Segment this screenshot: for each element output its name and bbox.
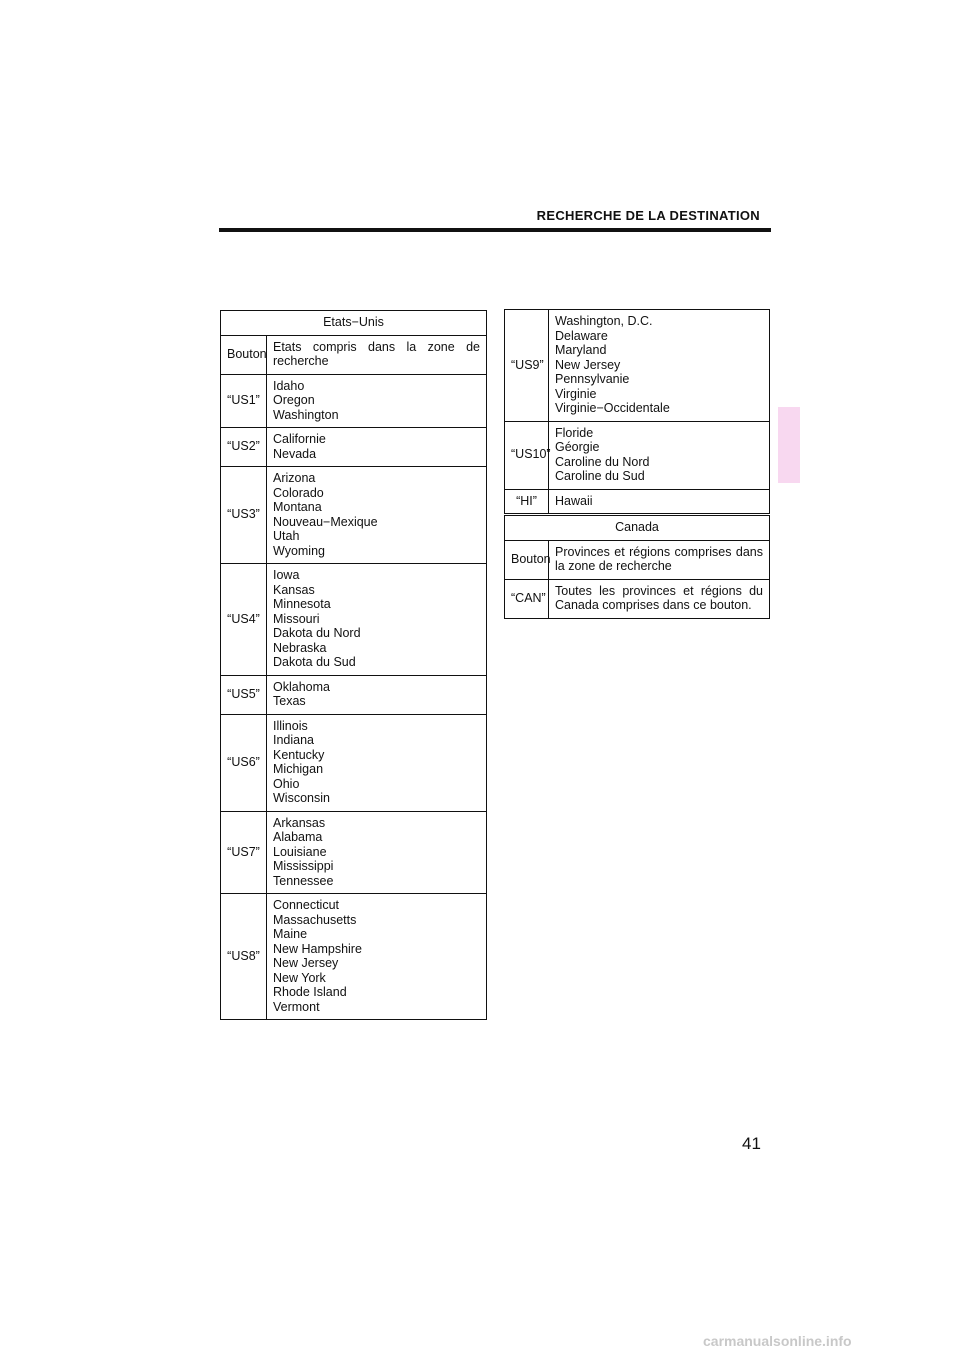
state-list xyxy=(267,564,487,676)
state-name: Nouveau−Mexique xyxy=(273,514,378,529)
state-name: Caroline du Sud xyxy=(555,469,645,483)
search-zone-button-label: “US2” xyxy=(221,428,267,467)
state-name: Utah xyxy=(273,529,300,543)
state-name: Missouri xyxy=(273,611,320,626)
search-zone-button-label: “US4” xyxy=(221,564,267,676)
watermark: carmanualsonline.info xyxy=(703,1333,852,1349)
search-zone-button-label: “US7” xyxy=(221,811,267,894)
state-name: Connecticut xyxy=(273,898,340,912)
canada-table-title: Canada xyxy=(505,516,770,541)
search-zone-button-label: “US5” xyxy=(221,675,267,714)
state-name: Washington xyxy=(273,407,339,422)
state-name: Pennsylvanie xyxy=(555,372,630,386)
state-name: Maryland xyxy=(555,343,607,357)
state-name: Mississippi xyxy=(273,859,334,873)
state-name: Massachusetts xyxy=(273,912,357,927)
state-list xyxy=(549,489,770,514)
state-name: Kansas xyxy=(273,582,315,597)
state-list xyxy=(549,310,770,422)
state-name: New Hampshire xyxy=(273,941,362,956)
state-name: Virginie xyxy=(555,386,597,401)
table-row xyxy=(221,467,487,564)
search-zone-button-label: “HI” xyxy=(505,489,549,514)
search-zone-button-label: “US6” xyxy=(221,714,267,811)
us-table-title: Etats−Unis xyxy=(221,311,487,336)
state-name: New Jersey xyxy=(273,956,339,970)
state-name: Minnesota xyxy=(273,597,331,611)
table-row xyxy=(505,579,770,618)
search-zone-button-label: “US1” xyxy=(221,374,267,428)
column-header-regions: Provinces et régions comprises dans la zone de recherche xyxy=(549,540,770,579)
state-name: Hawaii xyxy=(555,493,593,508)
search-zone-button-label: “US9” xyxy=(505,310,549,422)
state-name: Oklahoma xyxy=(273,679,330,694)
state-name: New York xyxy=(273,970,326,985)
search-zone-button-label: “CAN” xyxy=(505,579,549,618)
state-name: Nebraska xyxy=(273,640,327,655)
state-name: Californie xyxy=(273,432,326,446)
table-row xyxy=(505,421,770,489)
search-zone-button-label: “US10” xyxy=(505,421,549,489)
search-zone-button-label: “US8” xyxy=(221,894,267,1020)
table-row xyxy=(505,310,770,422)
region-description: Toutes les provinces et régions du Canada comprises dans ce bouton. xyxy=(549,579,770,618)
state-name: Nevada xyxy=(273,446,317,461)
state-name: Dakota du Sud xyxy=(273,655,356,669)
state-list xyxy=(267,714,487,811)
table-row xyxy=(221,564,487,676)
state-name: Caroline du Nord xyxy=(555,454,650,469)
us-states-table-continued xyxy=(504,309,770,514)
header-rule xyxy=(219,228,771,232)
state-list xyxy=(267,894,487,1020)
state-name: Texas xyxy=(273,694,306,708)
state-name: Indiana xyxy=(273,733,315,747)
state-name: Vermont xyxy=(273,999,320,1014)
table-row xyxy=(221,714,487,811)
state-name: Arkansas xyxy=(273,815,326,830)
table-row xyxy=(221,428,487,467)
search-zone-button-label: “US3” xyxy=(221,467,267,564)
state-name: Wyoming xyxy=(273,543,325,558)
state-name: Iowa xyxy=(273,568,300,582)
state-list xyxy=(267,675,487,714)
chapter-tab-marker xyxy=(778,407,800,483)
column-header-states: Etats compris dans la zone de recherche xyxy=(267,335,487,374)
state-name: Floride xyxy=(555,425,594,440)
state-list xyxy=(267,428,487,467)
state-name: Louisiane xyxy=(273,844,327,859)
state-name: Virginie−Occidentale xyxy=(555,401,670,415)
state-name: Rhode Island xyxy=(273,985,347,999)
state-name: Dakota du Nord xyxy=(273,626,361,640)
table-row xyxy=(221,675,487,714)
canada-table xyxy=(504,515,770,619)
state-name: Oregon xyxy=(273,393,315,407)
state-name: Wisconsin xyxy=(273,791,330,805)
column-header-button: Bouton xyxy=(221,335,267,374)
table-row xyxy=(221,894,487,1020)
section-header-title: RECHERCHE DE LA DESTINATION xyxy=(536,208,760,223)
state-name: Idaho xyxy=(273,378,305,393)
state-name: Tennessee xyxy=(273,873,334,888)
state-name: Ohio xyxy=(273,776,300,791)
state-name: Montana xyxy=(273,500,322,514)
table-row xyxy=(505,489,770,514)
state-name: Kentucky xyxy=(273,747,325,762)
state-name: Delaware xyxy=(555,328,608,343)
state-list xyxy=(267,811,487,894)
state-name: New Jersey xyxy=(555,357,621,372)
state-name: Michigan xyxy=(273,762,324,776)
state-name: Illinois xyxy=(273,718,308,733)
column-header-button: Bouton xyxy=(505,540,549,579)
state-name: Maine xyxy=(273,927,308,941)
state-name: Washington, D.C. xyxy=(555,314,653,328)
state-list xyxy=(267,467,487,564)
page-number: 41 xyxy=(742,1134,761,1153)
state-list xyxy=(549,421,770,489)
state-name: Géorgie xyxy=(555,440,600,454)
table-row xyxy=(221,374,487,428)
us-states-table xyxy=(220,310,487,1020)
state-name: Colorado xyxy=(273,485,324,500)
table-row xyxy=(221,811,487,894)
state-name: Alabama xyxy=(273,830,323,844)
state-list xyxy=(267,374,487,428)
state-name: Arizona xyxy=(273,471,316,485)
